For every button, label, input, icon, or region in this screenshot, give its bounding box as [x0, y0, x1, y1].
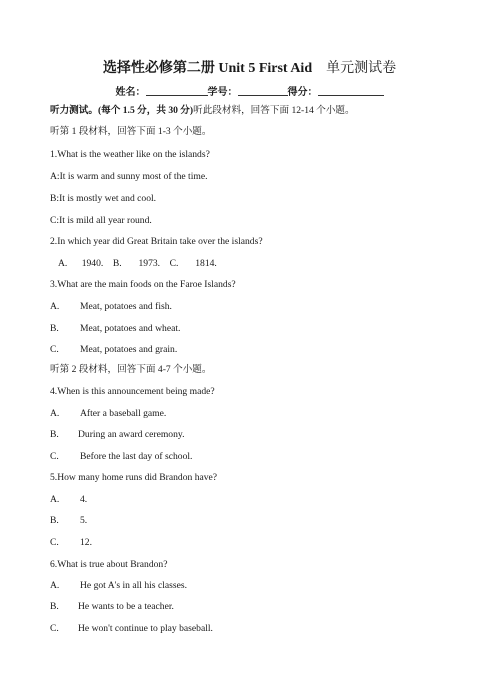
option-letter: A.: [50, 580, 60, 591]
option-letter: B.: [50, 515, 59, 526]
option-text: He won't continue to play baseball.: [78, 623, 213, 634]
score-blank[interactable]: [318, 85, 384, 96]
title-suffix: 单元测试卷: [326, 61, 397, 76]
question-4-option-a: [50, 408, 166, 420]
option-text: During an award ceremony.: [78, 429, 185, 440]
option-letter: C.: [50, 623, 59, 634]
title-main: 选择性必修第二册 Unit 5 First Aid: [102, 61, 313, 76]
option-letter: A.: [50, 494, 60, 505]
question-6-option-a: [50, 580, 187, 592]
option-text: 4.: [80, 494, 88, 505]
document-title: [0, 57, 499, 77]
question-4: 4.When is this announcement being made?: [50, 386, 215, 397]
option-text: He got A's in all his classes.: [80, 580, 187, 591]
option-letter: B.: [50, 601, 59, 612]
question-4-option-c: [50, 451, 192, 463]
question-5-option-b: [50, 515, 87, 527]
option-letter: B.: [50, 323, 59, 334]
question-1-option-a: A:It is warm and sunny most of the time.: [50, 171, 208, 182]
passage-instruction-1: 听第 1 段材料，回答下面 1-3 个小题。: [50, 126, 212, 137]
option-text: Meat, potatoes and wheat.: [80, 323, 181, 334]
passage-instruction-2: 听第 2 段材料，回答下面 4-7 个小题。: [50, 364, 212, 375]
option-text: 5.: [80, 515, 88, 526]
question-1-option-b: B:It is mostly wet and cool.: [50, 193, 157, 204]
option-text: Meat, potatoes and grain.: [80, 344, 178, 355]
option-letter: A.: [50, 301, 60, 312]
section-heading: [50, 105, 355, 117]
question-2: 2.In which year did Great Britain take over the islands?: [50, 236, 263, 247]
question-5-option-c: [50, 537, 92, 549]
question-4-option-b: [50, 429, 184, 441]
student-info-line: [0, 83, 499, 98]
question-6-option-b: [50, 601, 174, 613]
question-3-option-b: [50, 323, 180, 335]
option-text: Before the last day of school.: [80, 451, 193, 462]
score-label: 得分：: [287, 87, 318, 98]
name-blank[interactable]: [146, 85, 208, 96]
question-5-option-a: [50, 494, 87, 506]
option-letter: C.: [50, 344, 59, 355]
id-blank[interactable]: [238, 85, 288, 96]
option-letter: C.: [50, 451, 59, 462]
option-letter: A.: [50, 408, 60, 419]
question-2-options: A. 1940. B. 1973. C. 1814.: [58, 258, 217, 269]
question-1: 1.What is the weather like on the islands?: [50, 149, 210, 160]
section-heading-rest: 听此段材料，回答下面 12-14 个小题。: [193, 105, 355, 116]
option-text: He wants to be a teacher.: [78, 601, 174, 612]
name-label: 姓名：: [115, 87, 146, 98]
question-6-option-c: [50, 623, 213, 635]
question-3-option-c: [50, 344, 177, 356]
option-letter: C.: [50, 537, 59, 548]
section-heading-bold: 听力测试。(每个 1.5 分，共 30 分): [50, 105, 194, 116]
option-text: After a baseball game.: [80, 408, 167, 419]
option-text: 12.: [80, 537, 92, 548]
option-text: Meat, potatoes and fish.: [80, 301, 172, 312]
id-label: 学号：: [207, 87, 238, 98]
question-3-option-a: [50, 301, 172, 313]
question-1-option-c: C:It is mild all year round.: [50, 215, 152, 226]
option-letter: B.: [50, 429, 59, 440]
question-3: 3.What are the main foods on the Faroe Islands?: [50, 279, 236, 290]
question-6: 6.What is true about Brandon?: [50, 559, 168, 570]
question-5: 5.How many home runs did Brandon have?: [50, 472, 218, 483]
